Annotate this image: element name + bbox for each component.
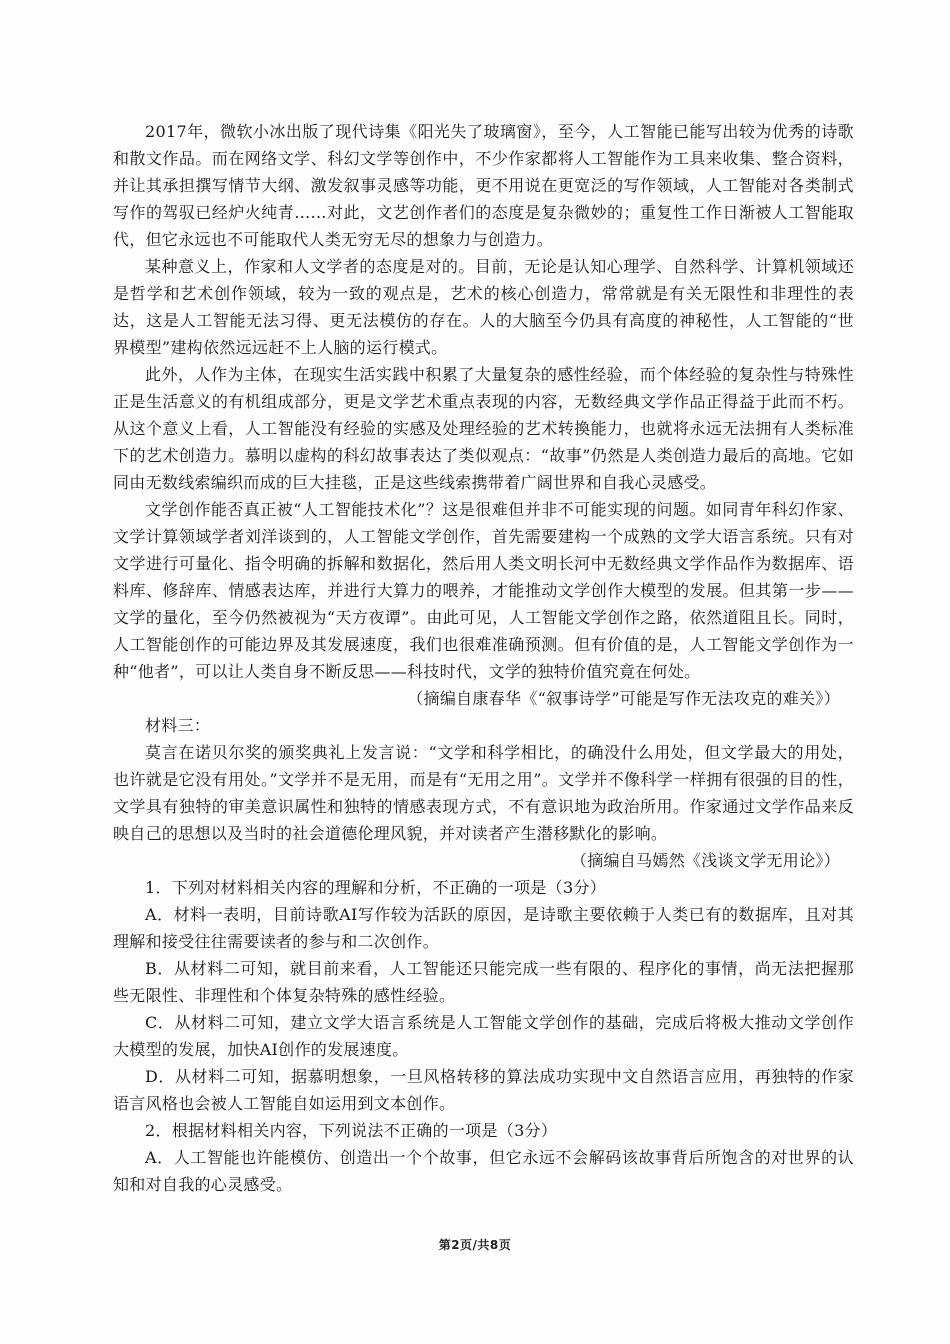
question-1-option-c: C．从材料二可知，建立文学大语言系统是人工智能文学创作的基础，完成后将极大推动文学创作大模型的发展，加快AI创作的发展速度。 bbox=[113, 1013, 854, 1059]
page-number-footer: 第2页/共8页 bbox=[438, 1238, 512, 1252]
question-1-option-d: D．从材料二可知，据慕明想象，一旦风格转移的算法成功实现中文自然语言应用，再独特的作家语言风格也会被人工智能自如运用到文本创作。 bbox=[113, 1067, 854, 1113]
question-2-option-a: A．人工智能也许能模仿、创造出一个个故事，但它永远不会解码该故事背后所饱含的对世界的认知和对自我的心灵感受。 bbox=[113, 1148, 854, 1194]
material3-source: （摘编自马嫣然《浅谈文学无用论》） bbox=[570, 851, 840, 870]
question-1-option-b: B．从材料二可知，就目前来看，人工智能还只能完成一些有限的、程序化的事情，尚无法把握那些无限性、非理性和个体复杂特殊的感性经验。 bbox=[113, 959, 854, 1005]
question-1-stem: 1．下列对材料相关内容的理解和分析，不正确的一项是（3分） bbox=[145, 878, 607, 897]
material2-paragraph-3: 此外，人作为主体，在现实生活实践中积累了大量复杂的感性经验，而个体经验的复杂性与特殊性正是生活意义的有机组成部分，更是文学艺术重点表现的内容，无数经典文学作品正得益于此而不朽。从这个意义上看，人工智能没有经验的实感及处理经验的艺术转換能力，也就将永远无法拥有人类标准下的艺术创造力。慕明以虚构的科幻故事表达了类似观点：“故事”仍然是人类创造力最后的高地。它如同由无数线索编织而成的巨大挂毯，正是这些线索携带着广阔世界和自我心灵感受。 bbox=[113, 365, 854, 492]
page-content bbox=[113, 118, 854, 1198]
material2-paragraph-2: 某种意义上，作家和人文学者的态度是对的。目前，无论是认知心理学、自然科学、计算机领域还是哲学和艺术创作领域，较为一致的观点是，艺术的核心创造力，常常就是有关无限性和非理性的表达，这是人工智能无法习得、更无法模仿的存在。人的大脑至今仍具有高度的神秘性，人工智能的“世界模型”建构依然远远赶不上人脑的运行模式。 bbox=[113, 257, 854, 357]
material3-paragraph-1: 莫言在诺贝尔奖的颁奖典礼上发言说：“文学和科学相比，的确没什么用处，但文学最大的用处，也许就是它没有用处。”文学并不是无用，而是有“无用之用”。文学并不像科学一样拥有很强的目的性，文学具有独特的审美意识属性和独特的情感表现方式，不有意识地为政治所用。作家通过文学作品来反映自己的思想以及当时的社会道德伦理风貌，并对读者产生潜移默化的影响。 bbox=[113, 743, 854, 843]
question-2-stem: 2．根据材料相关内容，下列说法不正确的一项是（3分） bbox=[145, 1121, 558, 1140]
material2-source: （摘编自康春华《“叙事诗学”可能是写作无法攻克的难关》） bbox=[407, 689, 840, 708]
material2-paragraph-1: 2017年，微软小冰出版了现代诗集《阳光失了玻璃窗》，至今，人工智能已能写出较为优秀的诗歌和散文作品。而在网络文学、科幻文学等创作中，不少作家都将人工智能作为工具来收集、整合资料，并让其承担撰写情节大纲、激发叙事灵感等功能，更不用说在更宽泛的写作领域，人工智能对各类制式写作的驾驭已经炉火纯青……对此，文艺创作者们的态度是复杂微妙的；重复性工作日渐被人工智能取代，但它永远也不可能取代人类无穷无尽的想象力与创造力。 bbox=[113, 122, 854, 249]
material3-label: 材料三： bbox=[145, 716, 211, 735]
material2-paragraph-4: 文学创作能否真正被“人工智能技术化”？这是很难但并非不可能实现的问题。如同青年科幻作家、文学计算领域学者刘洋谈到的，人工智能文学创作，首先需要建构一个成熟的文学大语言系统。只有对文学进行可量化、指令明确的拆解和数据化，然后用人类文明长河中无数经典文学作品作为数据库、语料库、修辞库、情感表达库，并进行大算力的喂养，才能推动文学创作大模型的发展。但其第一步——文学的量化，至今仍然被视为“天方夜谭”。由此可见，人工智能文学创作之路，依然道阻且长。同时，人工智能创作的可能边界及其发展速度，我们也很难准确预测。但有价值的是，人工智能文学创作为一种“他者”，可以让人类自身不断反思——科技时代，文学的独特价值究竟在何处。 bbox=[113, 500, 854, 681]
question-1-option-a: A．材料一表明，目前诗歌AI写作较为活跃的原因，是诗歌主要依赖于人类已有的数据库，且对其理解和接受往往需要读者的参与和二次创作。 bbox=[113, 905, 854, 951]
